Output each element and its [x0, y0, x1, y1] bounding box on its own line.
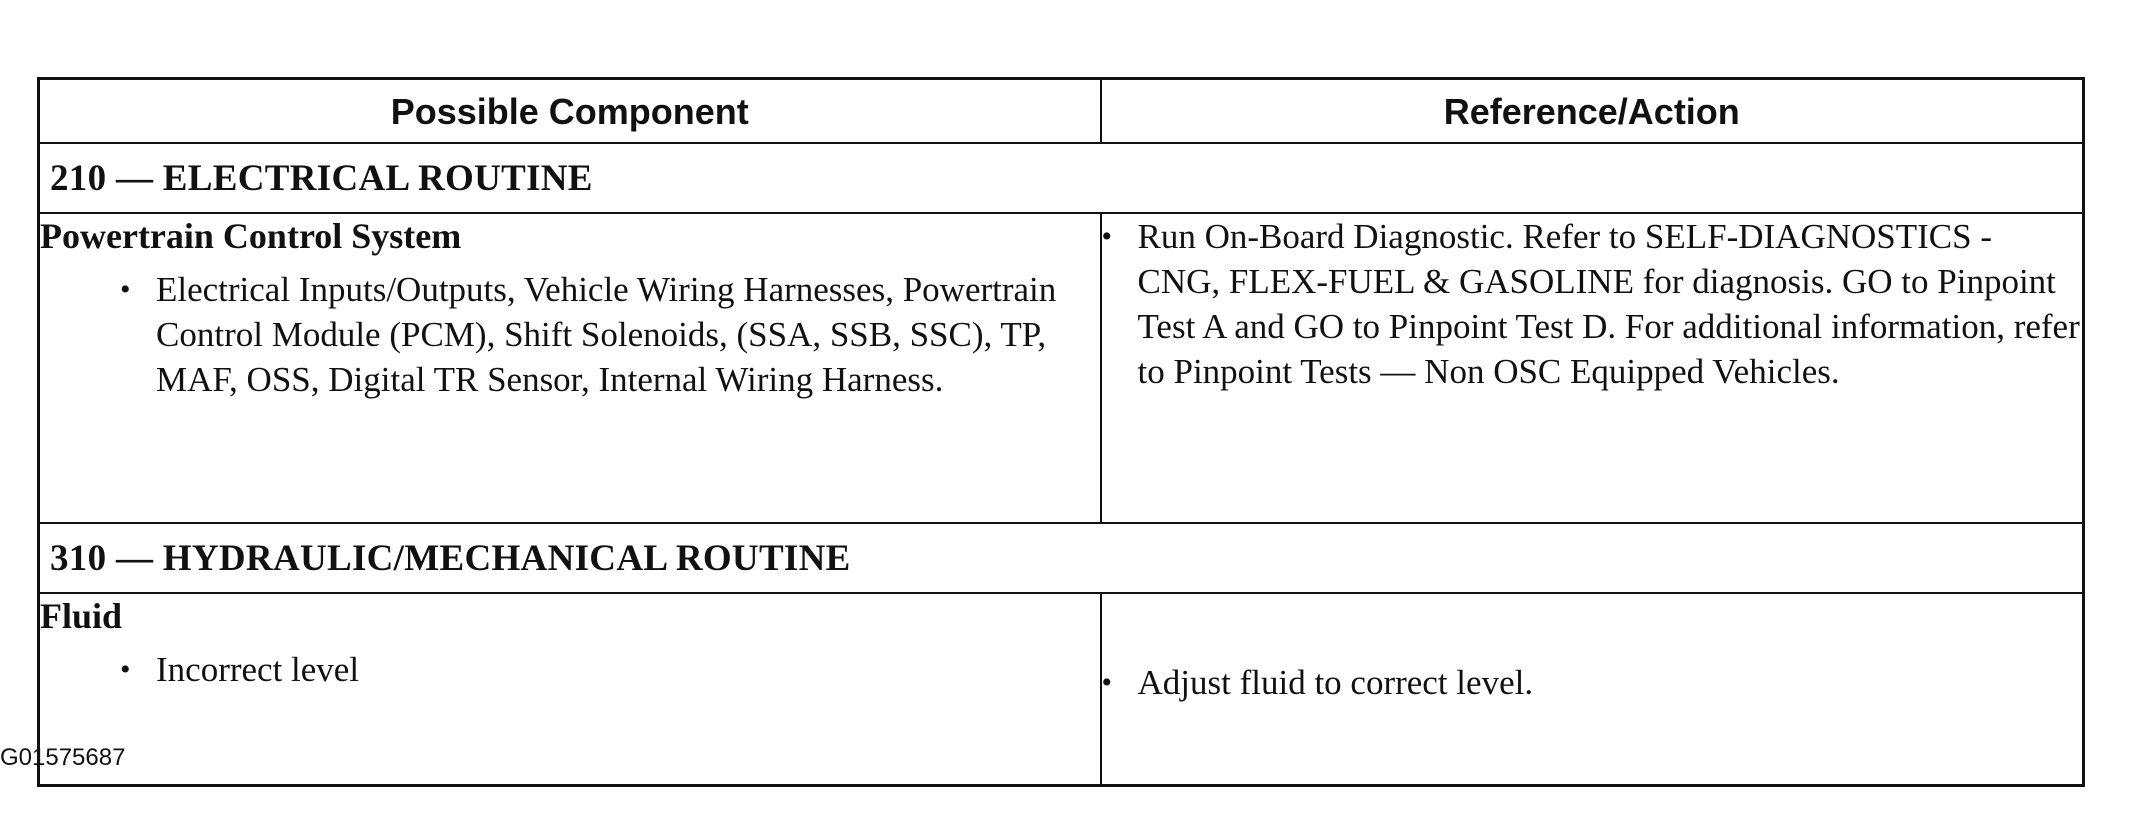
bullet-icon: •	[1101, 666, 1113, 699]
component-list-item	[120, 647, 1100, 692]
action-list-item	[1102, 214, 2083, 394]
action-list-item	[1102, 660, 2083, 705]
bullet-icon: •	[120, 273, 131, 306]
column-header-reference-action: Reference/Action	[1101, 79, 2084, 144]
component-item-text: Electrical Inputs/Outputs, Vehicle Wiring Harnesses, Powertrain Control Module (PCM), Shift Solenoids, (SSA, SSB, SSC), TP, MAF, OSS, Digital TR Sensor, Internal Wiring Harness.	[156, 270, 1057, 399]
figure-id: G01575687	[0, 744, 126, 771]
diagnostic-table	[37, 77, 2085, 787]
section-row-hydraulic	[39, 523, 2084, 593]
section-title: 310 — HYDRAULIC/MECHANICAL ROUTINE	[39, 523, 2084, 593]
header-row	[39, 79, 2084, 144]
action-cell	[1101, 213, 2084, 523]
action-text: Adjust fluid to correct level.	[1137, 663, 1534, 702]
table-row	[39, 213, 2084, 523]
component-cell	[39, 213, 1101, 523]
component-title: Fluid	[40, 596, 123, 636]
table-row	[39, 593, 2084, 786]
section-row-electrical	[39, 143, 2084, 213]
component-list-item	[120, 267, 1100, 402]
action-text: Run On-Board Diagnostic. Refer to SELF-DIAGNOSTICS - CNG, FLEX-FUEL & GASOLINE for diagnosis. GO to Pinpoint Test A and GO to Pinpoint Test D. For additional information, refer to Pinpoint Tests — Non OSC Equipped Vehicles.	[1137, 217, 2080, 391]
action-cell	[1101, 593, 2084, 786]
bullet-icon: •	[120, 653, 131, 686]
bullet-icon: •	[1101, 220, 1113, 253]
component-title: Powertrain Control System	[40, 216, 462, 256]
column-header-possible-component: Possible Component	[39, 79, 1101, 144]
component-cell	[39, 593, 1101, 786]
section-title: 210 — ELECTRICAL ROUTINE	[39, 143, 2084, 213]
component-item-text: Incorrect level	[156, 650, 360, 689]
